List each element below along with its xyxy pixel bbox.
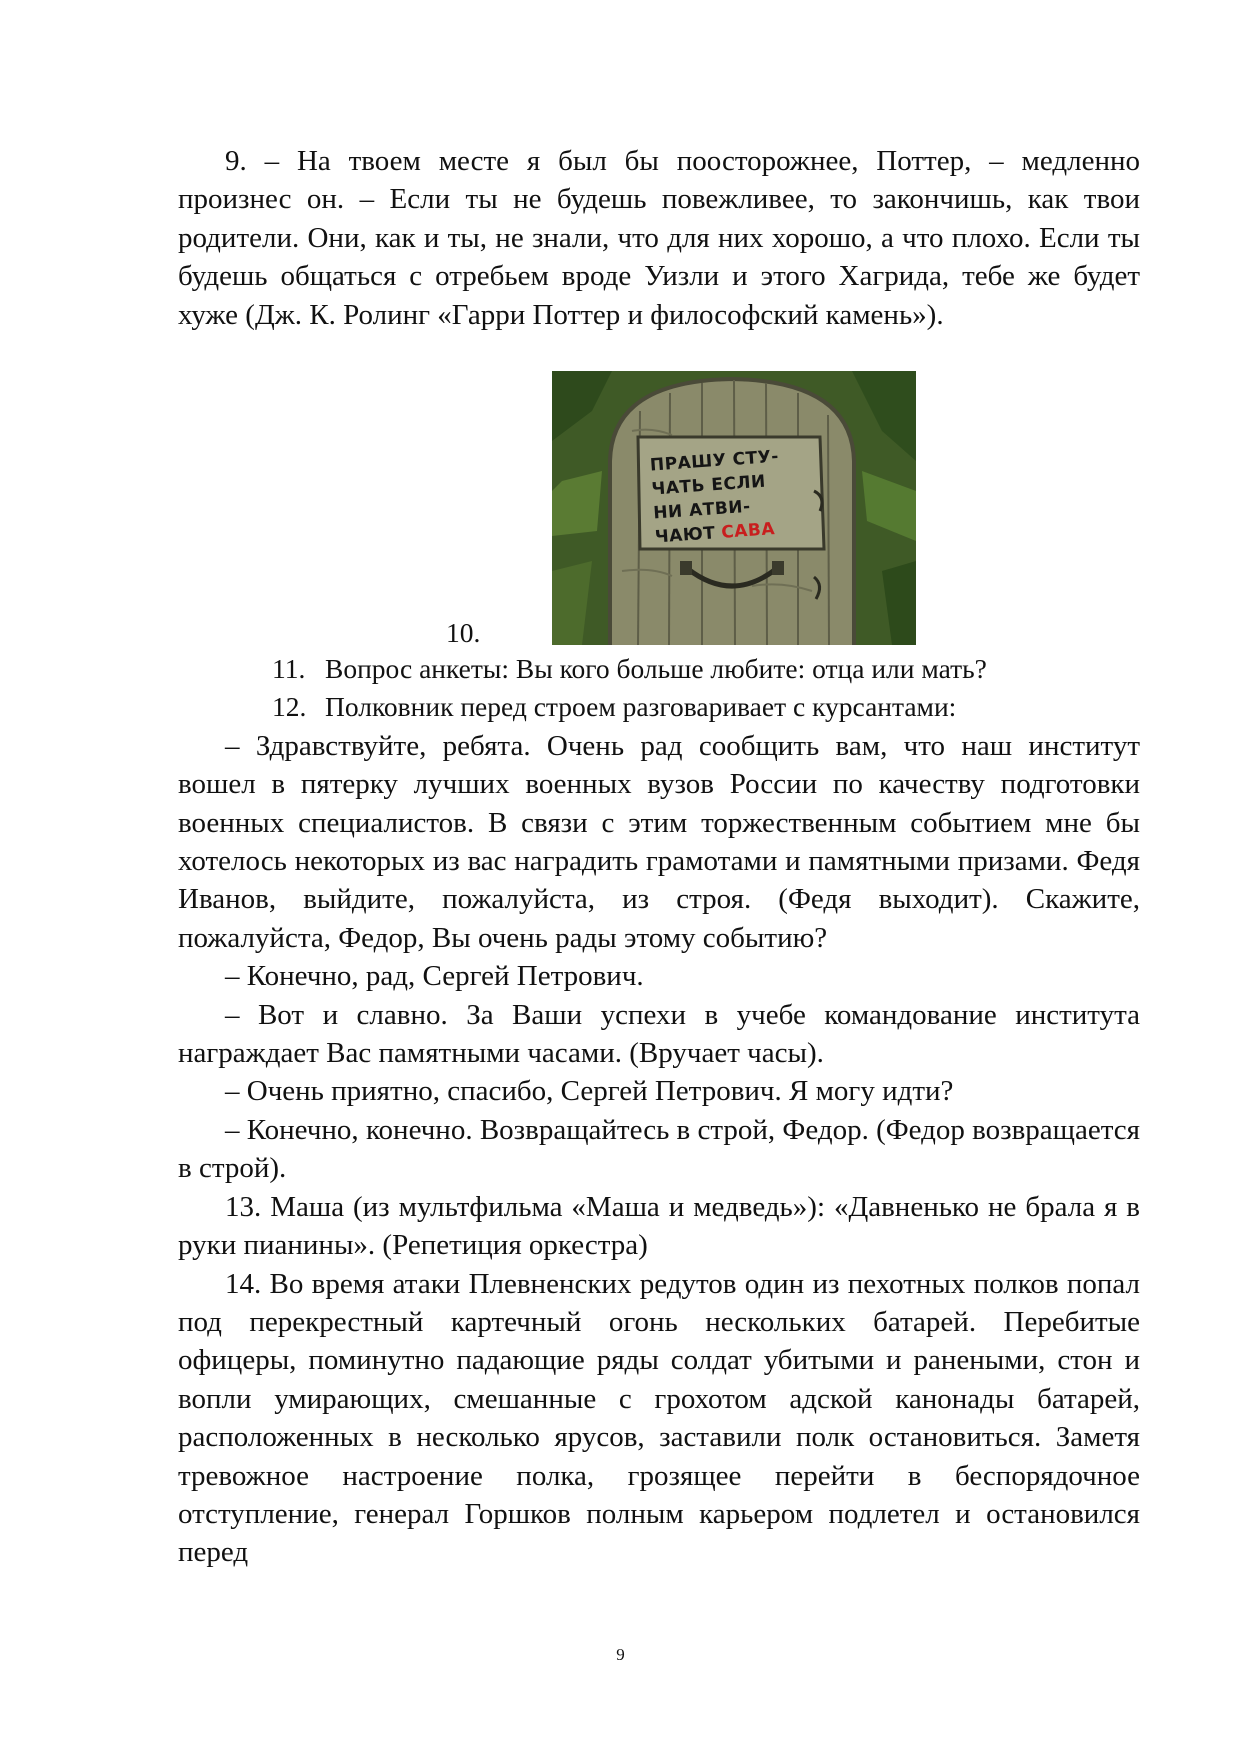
paragraph-dialogue-1: – Здравствуйте, ребята. Очень рад сообщить вам, что наш институт вошел в пятерку лучших военных вузов России по качеству подготовки военных специалистов. В связи с этим торжественным событием мне бы хотелось некоторых из вас наградить грамотами и памятными призами. Федя Иванов, выйдите, пожалуйста, из строя. (Федя выходит). Скажите, пожалуйста, Федор, Вы очень рады этому событию? bbox=[178, 729, 1140, 954]
item-number: 11. bbox=[272, 653, 306, 684]
item-text: Вопрос анкеты: Вы кого больше любите: отца или мать? bbox=[325, 653, 987, 684]
paragraph-item-9: 9. – На твоем месте я был бы поосторожнее, Поттер, – медленно произнес он. – Если ты не будешь повежливее, то закончишь, как твои родители. Они, как и ты, не знали, что для них хорошо, а что плохо. Если ты будешь общаться с отребьем вроде Уизли и этого Хагрида, тебе же будет хуже (Дж. К. Ролинг «Гарри Поттер и философский камень»). bbox=[178, 145, 1140, 331]
page-number: 9 bbox=[616, 1645, 625, 1664]
paragraph-dialogue-4: – Очень приятно, спасибо, Сергей Петрович. Я могу идти? bbox=[225, 1075, 954, 1108]
figure-row bbox=[178, 371, 1140, 649]
paragraph-dialogue-5: – Конечно, конечно. Возвращайтесь в строй, Федор. (Федор возвращается в строй). bbox=[178, 1113, 1140, 1185]
door-illustration-svg bbox=[552, 371, 916, 645]
item-text: Полковник перед строем разговаривает с курсантами: bbox=[325, 691, 957, 723]
main-text-block bbox=[178, 650, 1140, 1572]
sign-line-1: ПРАШУ СТУ- bbox=[649, 446, 780, 476]
paragraph-dialogue-2: – Конечно, рад, Сергей Петрович. bbox=[225, 960, 644, 993]
paragraph-item-14: 14. Во время атаки Плевненских редутов один из пехотных полков попал под перекрестный картечный огонь нескольких батарей. Перебитые офицеры, поминутно падающие ряды солдат убитыми и ранеными, стон и вопли умирающих, смешанные с грохотом адской канонады батарей, расположенных в несколько ярусов, заставили полк остановиться. Заметя тревожное настроение полка, грозящее перейти в беспорядочное отступление, генерал Горшков полным карьером подлетел и остановился перед bbox=[178, 1267, 1140, 1569]
paragraph-dialogue-3: – Вот и славно. За Ваши успехи в учебе командование института награждает Вас памятными часами. (Вручает часы). bbox=[178, 998, 1140, 1070]
top-text-block bbox=[178, 142, 1140, 334]
paragraph-item-13: 13. Маша (из мультфильма «Маша и медведь»): «Давненько не брала я в руки пианины». (Репетиция оркестра) bbox=[178, 1190, 1140, 1262]
list-item-11 bbox=[178, 650, 1140, 688]
list-item-12 bbox=[178, 688, 1140, 726]
door-sign-illustration bbox=[552, 371, 916, 645]
sign-red-word: САВА bbox=[720, 519, 776, 543]
item-number: 12. bbox=[272, 691, 307, 723]
sign-line-4: ЧАЮТ САВА bbox=[654, 519, 776, 548]
figure-number: 10. bbox=[446, 617, 481, 648]
sign-line-3: НИ АТВИ- bbox=[652, 496, 752, 524]
sign-line-2: ЧАТЬ ЕСЛИ bbox=[651, 471, 767, 500]
